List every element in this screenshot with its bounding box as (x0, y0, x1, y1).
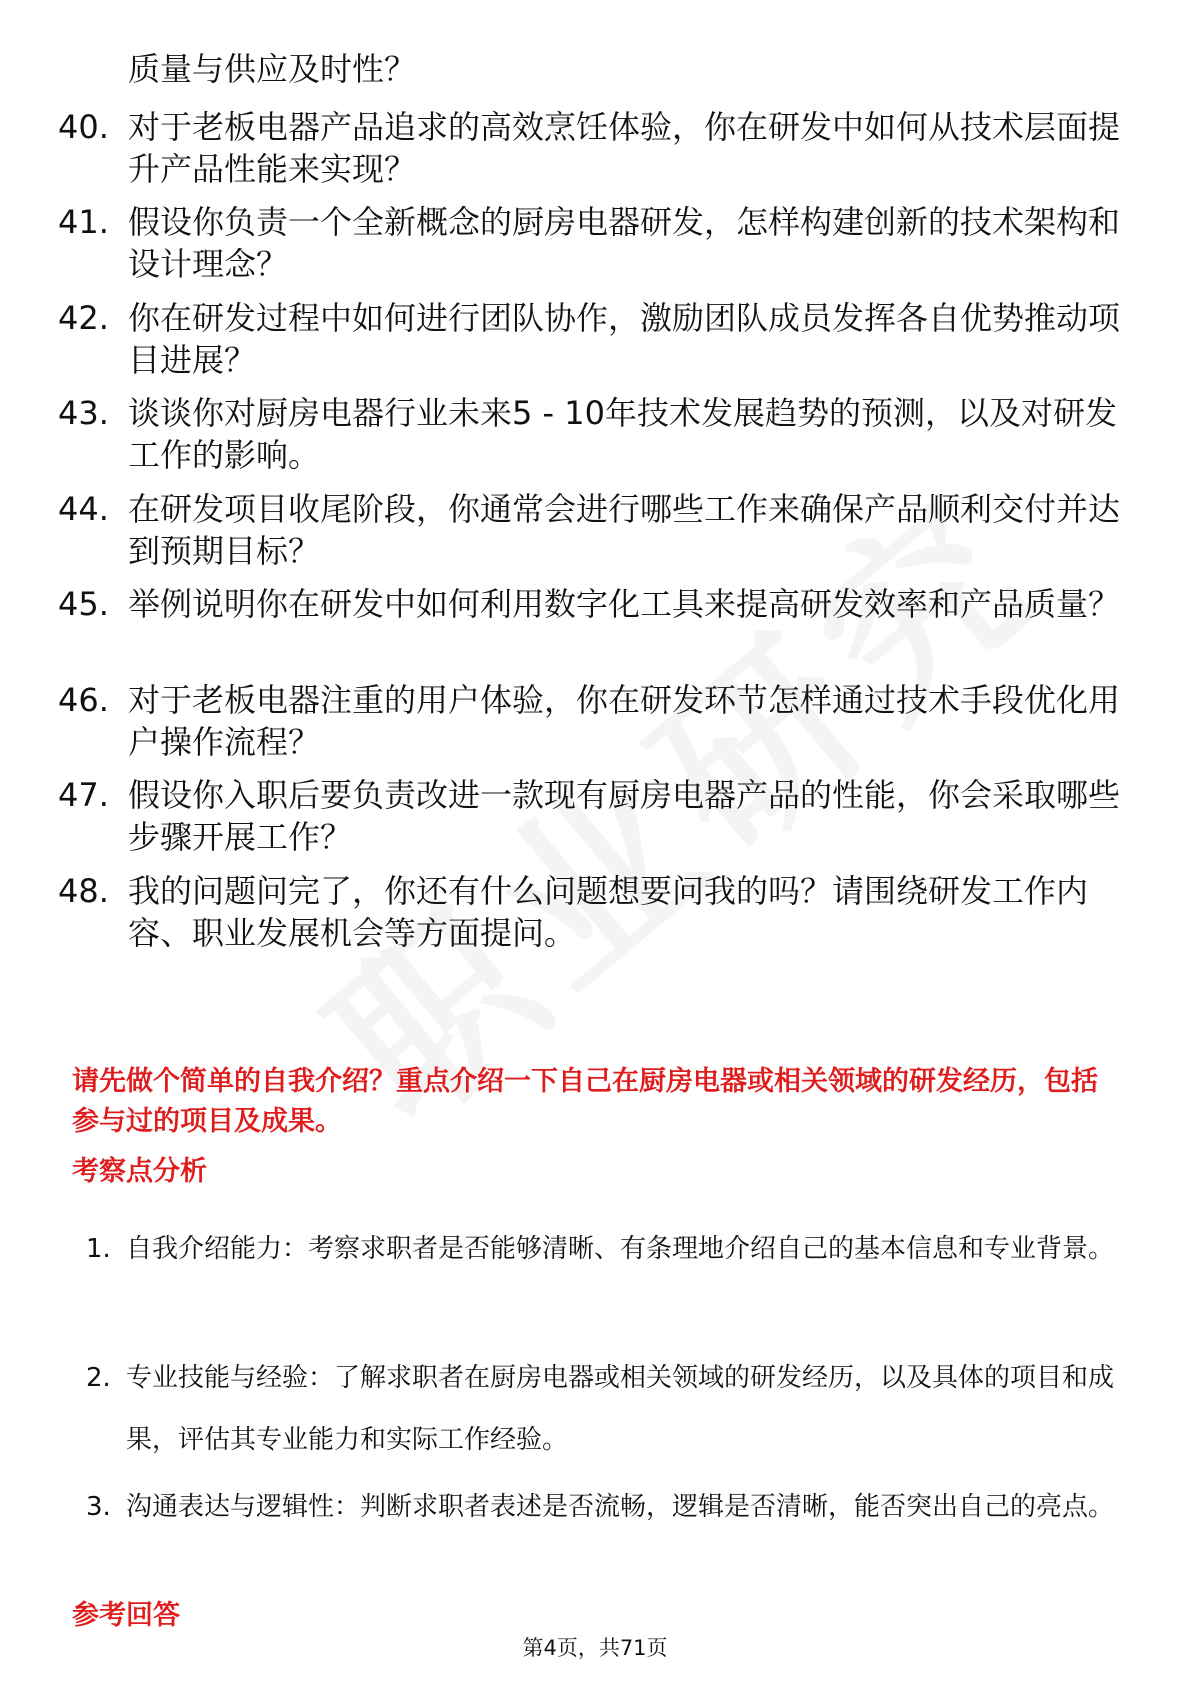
question-number: 43. (58, 394, 109, 432)
analysis-title: 考察点分析 (72, 1156, 207, 1187)
highlight-question: 请先做个简单的自我介绍？重点介绍一下自己在厨房电器或相关领域的研发经历，包括参与过的项目及成果。 (72, 1066, 1098, 1137)
question-number: 46. (58, 681, 109, 719)
question-text: 对于老板电器注重的用户体验，你在研发环节怎样通过技术手段优化用户操作流程？ (128, 681, 1121, 761)
analysis-number: 3. (86, 1492, 111, 1522)
page-footer: 第4页，共71页 (522, 1636, 668, 1660)
analysis-number: 1. (86, 1234, 111, 1264)
question-text: 假设你入职后要负责改进一款现有厨房电器产品的性能，你会采取哪些步骤开展工作？ (128, 776, 1121, 856)
question-number: 42. (58, 299, 109, 337)
question-text: 谈谈你对厨房电器行业未来5 - 10年技术发展趋势的预测，以及对研发工作的影响。 (128, 394, 1117, 474)
question-number: 45. (58, 585, 109, 623)
question-text: 我的问题问完了，你还有什么问题想要问我的吗？请围绕研发工作内容、职业发展机会等方面提问。 (128, 872, 1089, 952)
question-continuation: 质量与供应及时性？ (128, 50, 417, 88)
question-number: 40. (58, 108, 109, 146)
analysis-text: 自我介绍能力：考察求职者是否能够清晰、有条理地介绍自己的基本信息和专业背景。 (126, 1234, 1115, 1264)
question-text: 你在研发过程中如何进行团队协作，激励团队成员发挥各自优势推动项目进展？ (128, 299, 1121, 379)
question-number: 44. (58, 490, 109, 528)
question-number: 41. (58, 203, 109, 241)
question-number: 48. (58, 872, 109, 910)
analysis-text: 沟通表达与逻辑性：判断求职者表述是否流畅，逻辑是否清晰，能否突出自己的亮点。 (126, 1492, 1115, 1522)
analysis-text: 专业技能与经验：了解求职者在厨房电器或相关领域的研发经历，以及具体的项目和成果，评估其专业能力和实际工作经验。 (126, 1363, 1115, 1455)
reference-title: 参考回答 (72, 1600, 180, 1631)
analysis-number: 2. (86, 1363, 111, 1393)
question-text: 假设你负责一个全新概念的厨房电器研发，怎样构建创新的技术架构和设计理念？ (128, 203, 1121, 283)
question-number: 47. (58, 776, 109, 814)
question-text: 对于老板电器产品追求的高效烹饪体验，你在研发中如何从技术层面提升产品性能来实现？ (128, 108, 1121, 188)
question-text: 在研发项目收尾阶段，你通常会进行哪些工作来确保产品顺利交付并达到预期目标？ (128, 490, 1121, 570)
question-text: 举例说明你在研发中如何利用数字化工具来提高研发效率和产品质量？ (128, 585, 1121, 623)
